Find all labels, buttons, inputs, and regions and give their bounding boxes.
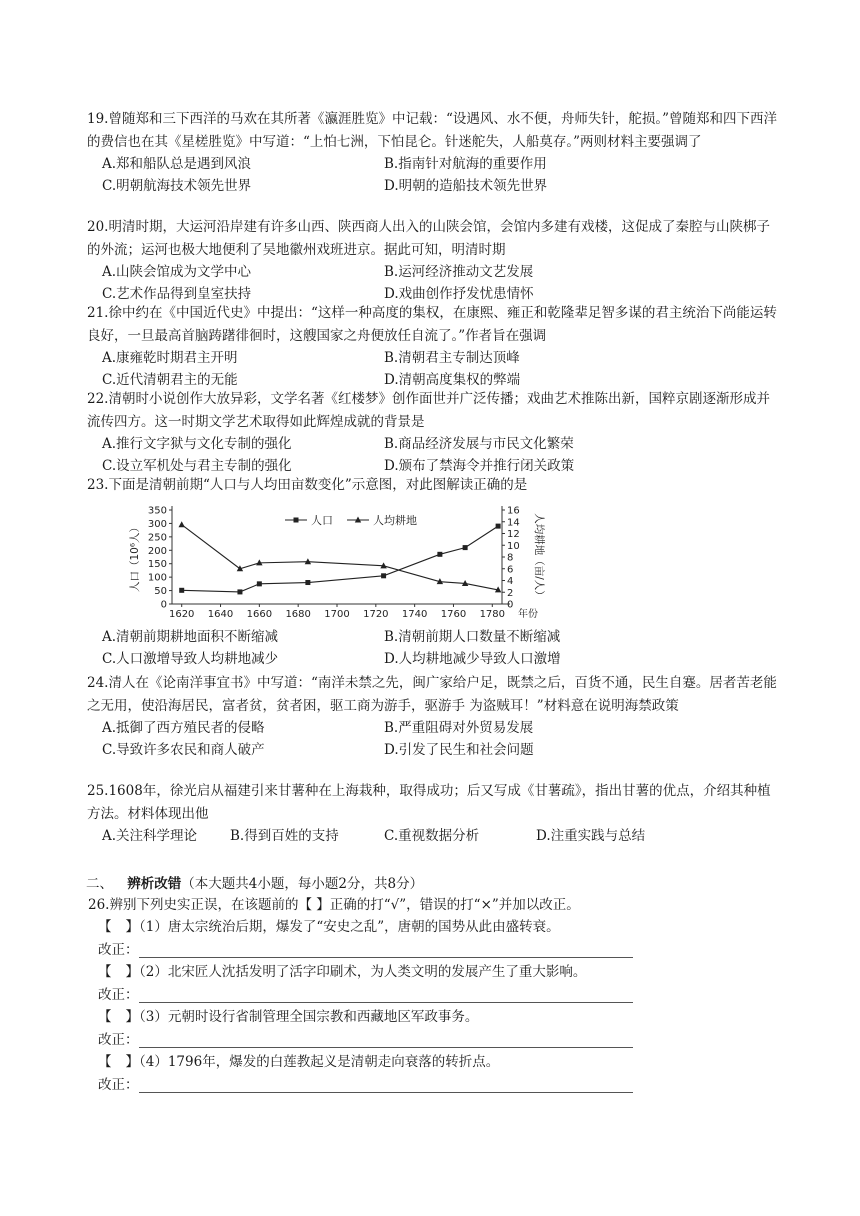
y2-tick-label: 16 (507, 505, 520, 517)
answer-bracket-open[interactable]: 【 (98, 1054, 112, 1070)
x-tick-label: 1720 (363, 609, 389, 620)
q26-correction-1 (98, 938, 633, 958)
question-25 (87, 780, 782, 847)
x-tick-label: 1620 (168, 609, 195, 620)
y2-tick-label: 12 (507, 529, 520, 540)
y-tick-label: 150 (147, 559, 167, 571)
options-row-1 (102, 153, 782, 175)
x-tick-label: 1700 (324, 609, 350, 620)
option-a[interactable]: A.郑和船队总是遇到风浪 (102, 156, 252, 172)
y2-tick-label: 2 (507, 587, 514, 599)
correction-label: 改正： (98, 942, 139, 958)
y-tick-label: 0 (160, 599, 167, 611)
option-c[interactable]: C.人口激增导致人均耕地减少 (102, 651, 279, 667)
question-23 (87, 474, 782, 497)
answer-bracket-open[interactable]: 【 (98, 1009, 112, 1025)
q26-correction-3 (98, 1028, 633, 1048)
y-axis-label: 人口（10⁶人） (129, 521, 141, 593)
options-row-1 (102, 433, 782, 455)
farmland-point (305, 558, 311, 564)
q26-correction-2 (98, 983, 633, 1003)
y-tick-label: 200 (147, 545, 167, 557)
y2-tick-label: 4 (507, 576, 514, 587)
answer-bracket-close[interactable]: 】 (125, 964, 139, 980)
section-number: 二、 (86, 876, 113, 892)
y2-axis-label: 人均耕地（亩/人） (533, 513, 545, 601)
correction-input-4[interactable] (139, 1078, 633, 1093)
legend-population-label: 人口 (311, 514, 333, 527)
answer-bracket-close[interactable]: 】 (125, 919, 139, 935)
section-heading (86, 872, 423, 892)
option-d[interactable]: D.戏曲创作抒发忧患情怀 (384, 286, 534, 302)
options-row-2 (102, 739, 782, 761)
correction-input-3[interactable] (139, 1033, 633, 1048)
option-d[interactable]: D.颁布了禁海令并推行闭关政策 (384, 458, 575, 474)
population-point (381, 573, 386, 578)
question-22 (87, 388, 782, 477)
options-row-1 (102, 347, 782, 369)
option-b[interactable]: B.运河经济推动文艺发展 (384, 264, 534, 280)
options-row-2 (102, 648, 782, 670)
answer-bracket-close[interactable]: 】 (125, 1009, 139, 1025)
question-stem: 24.清人在《论南洋事宜书》中写道：“南洋未禁之先，闽广家给户足，既禁之后，百货不通，民生自蹇。居者苦老能之无用，使沿海居民，富者贫，贫者困，驱工商为游手，驱游手 为盗贼耳！”材料意在说明海禁政策 (87, 675, 777, 714)
correction-label: 改正： (98, 987, 139, 1003)
q26-item-4 (98, 1050, 499, 1070)
option-b[interactable]: B.得到百姓的支持 (230, 828, 339, 844)
population-point (257, 581, 262, 586)
q26-item-2 (98, 960, 586, 980)
y2-tick-label: 10 (507, 540, 520, 552)
option-c[interactable]: C.明朝航海技术领先世界 (102, 178, 252, 194)
q26-item-3 (98, 1005, 478, 1025)
option-b[interactable]: B.清朝君主专制达顶峰 (384, 350, 520, 366)
option-b[interactable]: B.商品经济发展与市民文化繁荣 (384, 436, 574, 452)
options-row-1 (102, 626, 782, 648)
x-tick-label: 1680 (285, 609, 311, 620)
y-tick-label: 100 (147, 572, 167, 584)
y-tick-label: 50 (154, 586, 167, 598)
option-a[interactable]: A.清朝前期耕地面积不断缩减 (102, 629, 279, 645)
x-tick-label: 1640 (207, 609, 234, 620)
option-c[interactable]: C.艺术作品得到皇室扶持 (102, 286, 252, 302)
farmland-point (179, 521, 185, 527)
x-tick-label: 1740 (401, 609, 428, 620)
option-b[interactable]: B.清朝前期人口数量不断缩减 (384, 629, 561, 645)
y-tick-label: 350 (147, 505, 167, 517)
question-23-options (102, 626, 782, 670)
population-point (179, 588, 184, 593)
item-text: （3）元朝时设行省制管理全国宗教和西藏地区军政事务。 (139, 1009, 479, 1025)
correction-input-1[interactable] (139, 943, 633, 958)
option-c[interactable]: C.设立军机处与君主专制的强化 (102, 458, 292, 474)
question-19 (87, 108, 782, 197)
option-c[interactable]: C.近代清朝君主的无能 (102, 372, 238, 388)
question-20 (87, 216, 782, 305)
item-text: （1）唐太宗统治后期，爆发了“安史之乱”，唐朝的国势从此由盛转衰。 (139, 919, 560, 935)
item-text: （4）1796年，爆发的白莲教起义是清朝走向衰落的转折点。 (139, 1054, 500, 1070)
y2-tick-label: 8 (507, 552, 514, 564)
y2-tick-label: 14 (507, 517, 520, 529)
question-stem: 19.曾随郑和三下西洋的马欢在其所著《瀛涯胜览》中记载：“设遇风、水不便，舟师失针，舵损。”曾随郑和四下西洋的费信也在其《星槎胜览》中写道：“上怕七洲，下怕昆仑。针迷舵失，人船莫存。”两则材料主要强调了 (87, 111, 778, 150)
answer-bracket-close[interactable]: 】 (125, 1054, 139, 1070)
question-stem: 25.1608年，徐光启从福建引来甘薯种在上海栽种，取得成功；后又写成《甘薯疏》，指出甘薯的优点，介绍其种植方法。材料体现出他 (87, 783, 771, 822)
option-d[interactable]: D.清朝高度集权的弊端 (384, 372, 521, 388)
option-c[interactable]: C.重视数据分析 (384, 828, 480, 844)
options-row-1 (102, 717, 782, 739)
option-b[interactable]: B.指南针对航海的重要作用 (384, 156, 547, 172)
question-stem: 22.清朝时小说创作大放异彩，文学名著《红楼梦》创作面世并广泛传播；戏曲艺术推陈出新，国粹京剧逐渐形成并流传四方。这一时期文学艺术取得如此辉煌成就的背景是 (87, 391, 770, 430)
option-d[interactable]: D.明朝的造船技术领先世界 (384, 178, 548, 194)
question-stem: 20.明清时期，大运河沿岸建有许多山西、陕西商人出入的山陕会馆，会馆内多建有戏楼，这促成了秦腔与山陕梆子的外流；运河也极大地便利了吴地徽州戏班进京。据此可知，明清时期 (87, 219, 770, 258)
options-row-2 (102, 175, 782, 197)
population-point (305, 580, 310, 585)
population-point (496, 524, 501, 529)
y2-tick-label: 0 (507, 599, 514, 611)
answer-bracket-open[interactable]: 【 (98, 964, 112, 980)
option-a[interactable]: A.抵御了西方殖民者的侵略 (102, 720, 265, 736)
option-d[interactable]: D.人均耕地减少导致人口激增 (384, 651, 561, 667)
question-26 (88, 894, 788, 917)
option-a[interactable]: A.关注科学理论 (102, 828, 198, 844)
x-tick-label: 1760 (440, 609, 467, 620)
x-tick-label: 1780 (479, 609, 506, 620)
legend-farmland-label: 人均耕地 (373, 514, 417, 527)
chart-svg (120, 500, 550, 624)
option-a[interactable]: A.山陕会馆成为文学中心 (102, 264, 252, 280)
y2-tick-label: 6 (507, 564, 514, 576)
option-a[interactable]: A.推行文字狱与文化专制的强化 (102, 436, 292, 452)
q26-item-1 (98, 915, 560, 935)
x-axis-label: 年份 (518, 609, 538, 620)
answer-bracket-open[interactable]: 【 (98, 919, 112, 935)
option-d[interactable]: D.引发了民生和社会问题 (384, 742, 534, 758)
option-b[interactable]: B.严重阻碍对外贸易发展 (384, 720, 534, 736)
population-point (463, 545, 468, 550)
population-chart (120, 500, 550, 624)
question-stem: 23.下面是清朝前期“人口与人均田亩数变化”示意图，对此图解读正确的是 (87, 477, 528, 493)
question-stem: 26.辨别下列史实正误，在该题前的【 】正确的打“√”，错误的打“×”并加以改正。 (88, 897, 580, 913)
section-title: 辨析改错 (127, 876, 182, 892)
y-tick-label: 250 (147, 532, 167, 544)
q26-correction-4 (98, 1073, 633, 1093)
population-point (437, 552, 442, 557)
question-21 (87, 302, 782, 391)
correction-label: 改正： (98, 1032, 139, 1048)
option-c[interactable]: C.导致许多农民和商人破产 (102, 742, 265, 758)
option-a[interactable]: A.康雍乾时期君主开明 (102, 350, 238, 366)
option-d[interactable]: D.注重实践与总结 (536, 828, 646, 844)
correction-input-2[interactable] (139, 988, 633, 1003)
x-tick-label: 1660 (246, 609, 273, 620)
question-24 (87, 672, 782, 761)
question-stem: 21.徐中约在《中国近代史》中提出：“这样一种高度的集权，在康熙、雍正和乾隆辈足智多谋的君主统治下尚能运转良好，一旦最高首脑踌躇徘徊时，这艘国家之舟便放任自流了。”作者旨在强调 (87, 305, 777, 344)
options-row-1 (102, 261, 782, 283)
options-row-1 (102, 825, 782, 847)
legend-population-marker (294, 518, 299, 523)
correction-label: 改正： (98, 1077, 139, 1093)
y-tick-label: 300 (147, 518, 167, 530)
item-text: （2）北宋匠人沈括发明了活字印刷术，为人类文明的发展产生了重大影响。 (139, 964, 587, 980)
section-note: （本大题共4小题，每小题2分，共8分） (181, 876, 424, 892)
population-point (237, 589, 242, 594)
